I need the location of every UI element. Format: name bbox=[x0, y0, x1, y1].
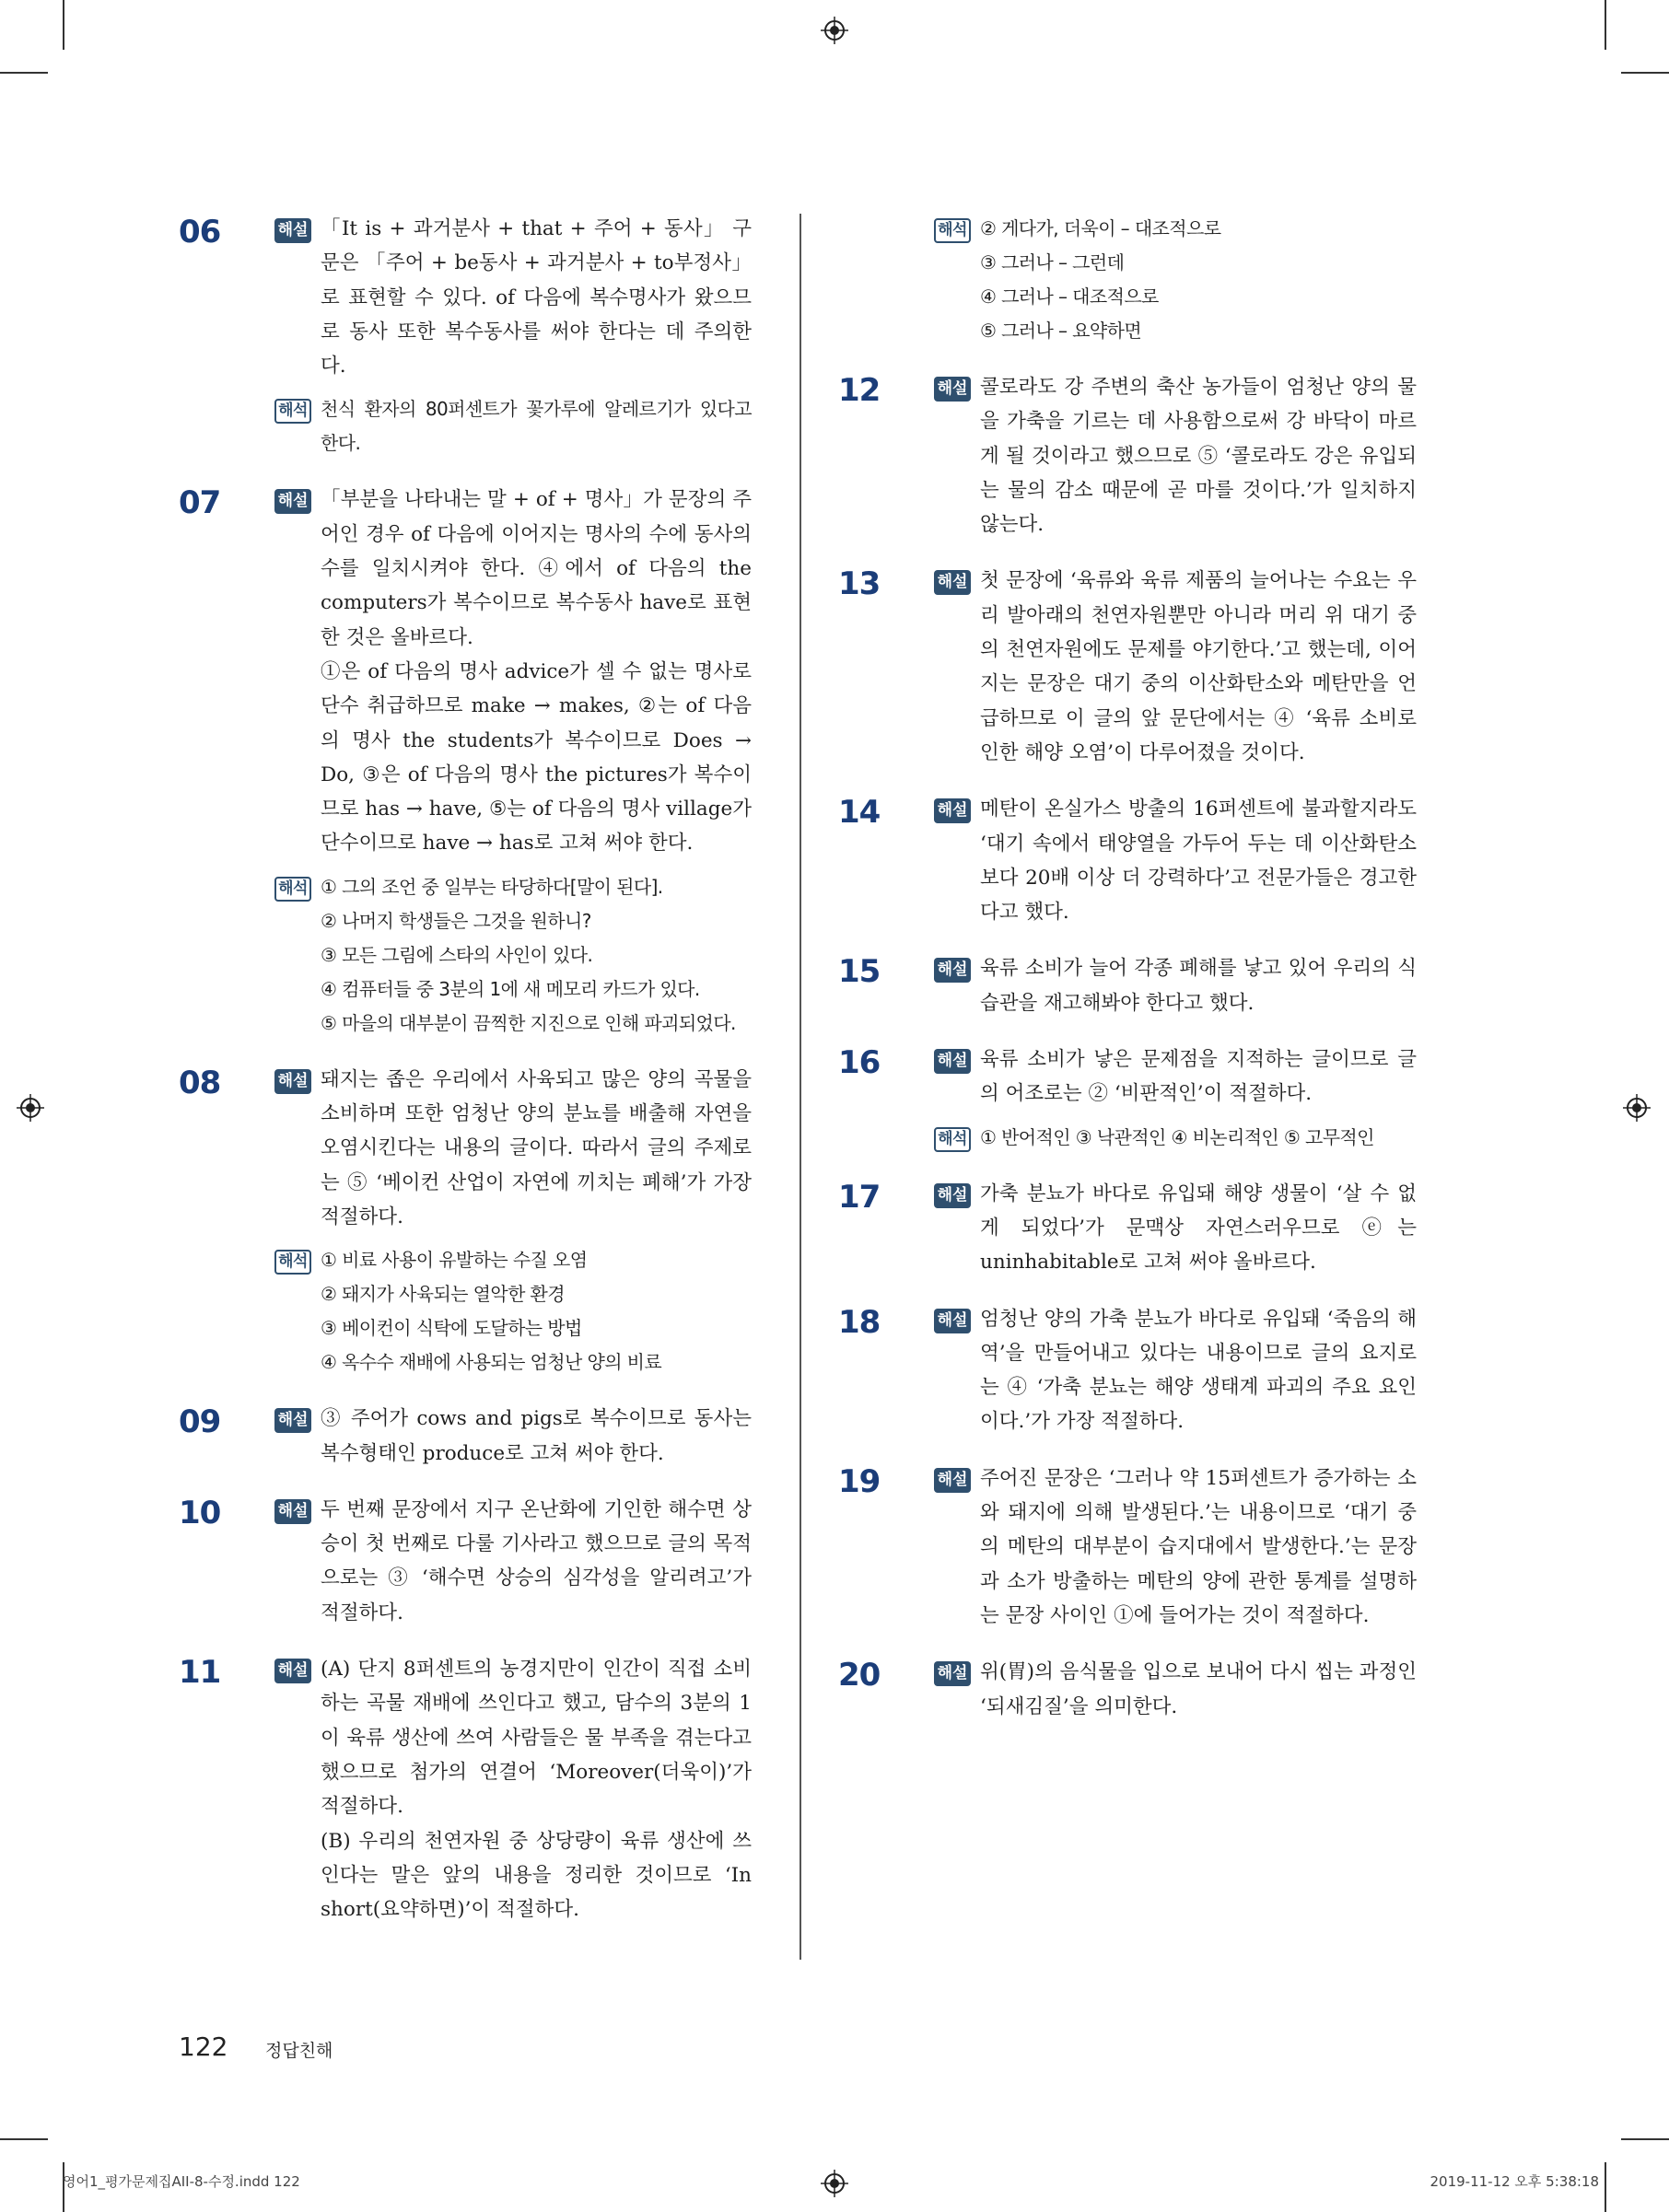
commentary-text: 「It is + 과거분사 + that + 주어 + 동사」 구문은 「주어 + be동사 + 과거분사 + to부정사」로 표현할 수 있다. of 다음에 복수명사가 왔으므로 동사 또한 복수동사를 써야 한다는 데 주의한다. bbox=[321, 217, 752, 378]
question-10 bbox=[179, 1493, 752, 1630]
commentary-tag: 해설 bbox=[274, 1069, 311, 1094]
question-18 bbox=[838, 1302, 1417, 1439]
explain-line: ② 게다가, 더욱이 – 대조적으로 bbox=[980, 217, 1221, 239]
commentary-block bbox=[274, 212, 752, 383]
question-number: 14 bbox=[838, 794, 881, 832]
column-divider bbox=[799, 214, 801, 1960]
question-11 bbox=[179, 1652, 752, 1927]
commentary-block bbox=[274, 1652, 752, 1823]
commentary-text: (B) 우리의 천연자원 중 상당량이 육류 생산에 쓰인다는 말은 앞의 내용을 정리한 것이므로 ‘In short(요약하면)’이 적절하다. bbox=[321, 1829, 752, 1922]
explain-line: ④ 그러나 – 대조적으로 bbox=[980, 285, 1159, 308]
commentary-block bbox=[934, 1461, 1417, 1633]
commentary-tag: 해설 bbox=[934, 958, 971, 983]
explain-tag: 해석 bbox=[274, 1250, 311, 1275]
page-label: 정답친해 bbox=[265, 2041, 333, 2061]
explain-tag: 해석 bbox=[934, 1127, 971, 1152]
explain-line: ① 비료 사용이 유발하는 수질 오염 bbox=[321, 1249, 588, 1272]
commentary-text: 「부분을 나타내는 말 + of + 명사」가 문장의 주어인 경우 of 다음에 이어지는 명사의 수에 동사의 수를 일치시켜야 한다. ④에서 of 다음의 the computers가 복수이므로 복수동사 have로 표현한 것은 올바르다. bbox=[321, 488, 752, 649]
commentary-tag: 해설 bbox=[934, 1309, 971, 1333]
crop-mark-top-left-v bbox=[63, 0, 64, 50]
commentary-tag: 해설 bbox=[274, 218, 311, 243]
explain-text: 천식 환자의 80퍼센트가 꽃가루에 알레르기가 있다고 한다. bbox=[321, 398, 752, 455]
registration-mark-bottom-icon bbox=[821, 2170, 848, 2197]
print-slug-file: 영어1_평가문제집AII-8-수정.indd 122 bbox=[63, 2173, 300, 2190]
commentary-tag: 해설 bbox=[274, 1499, 311, 1524]
question-number: 18 bbox=[838, 1303, 881, 1341]
question-number: 15 bbox=[838, 953, 881, 991]
explain-block bbox=[934, 212, 1417, 348]
commentary-block bbox=[934, 370, 1417, 541]
commentary-text: 가축 분뇨가 바다로 유입돼 해양 생물이 ‘살 수 없게 되었다’가 문맥상 자연스러우므로 ⓔ는 uninhabitable로 고쳐 써야 올바르다. bbox=[980, 1182, 1417, 1275]
question-07 bbox=[179, 483, 752, 1040]
commentary-text: 주어진 문장은 ‘그러나 약 15퍼센트가 증가하는 소와 돼지에 의해 발생된다.’는 내용이므로 ‘대기 중의 메탄의 대부분이 습지대에서 발생한다.’는 문장과 소가 방출하는 메탄의 양에 관한 통계를 설명하는 문장 사이인 ①에 들어가는 것이 적절하다. bbox=[980, 1466, 1417, 1627]
commentary-tag: 해설 bbox=[934, 570, 971, 595]
commentary-tag: 해설 bbox=[934, 377, 971, 402]
commentary-block-2 bbox=[274, 1824, 752, 1927]
explain-tag: 해석 bbox=[934, 218, 971, 243]
crop-mark-bottom-right-v bbox=[1605, 2162, 1606, 2212]
registration-mark-right-icon bbox=[1623, 1094, 1651, 1122]
commentary-text: 육류 소비가 늘어 각종 폐해를 낳고 있어 우리의 식습관을 재고해봐야 한다고 했다. bbox=[980, 957, 1417, 1015]
commentary-block bbox=[934, 951, 1417, 1020]
commentary-text: 첫 문장에 ‘육류와 육류 제품의 늘어나는 수요는 우리 발아래의 천연자원뿐만 아니라 머리 위 대기 중의 천연자원에도 문제를 야기한다.’고 했는데, 이어지는 문장은 대기 중의 이산화탄소와 메탄만을 언급하므로 이 글의 앞 문단에서는 ④ ‘육류 소비로 인한 해양 오염’이 다루어졌을 것이다. bbox=[980, 569, 1417, 764]
commentary-tag: 해설 bbox=[274, 1659, 311, 1683]
explain-tag: 해석 bbox=[274, 877, 311, 902]
question-number: 16 bbox=[838, 1044, 881, 1082]
commentary-text: 두 번째 문장에서 지구 온난화에 기인한 해수면 상승이 첫 번째로 다룰 기사라고 했으므로 글의 목적으로는 ③ ‘해수면 상승의 심각성을 알리려고’가 적절하다. bbox=[321, 1497, 752, 1624]
commentary-tag: 해설 bbox=[934, 1183, 971, 1208]
commentary-block bbox=[274, 483, 752, 654]
question-number: 13 bbox=[838, 565, 881, 603]
crop-mark-top-left-h bbox=[0, 72, 48, 74]
explain-block bbox=[274, 1243, 752, 1380]
commentary-text: ①은 of 다음의 명사 advice가 셀 수 없는 명사로 단수 취급하므로 make → makes, ②는 of 다음의 명사 the students가 복수이므로 Does → Do, ③은 of 다음의 명사 the pictures가 복수이므로 has → have, ⑤는 of 다음의 명사 village가 단수이므로 have → has로 고쳐 써야 한다. bbox=[321, 659, 752, 856]
commentary-text: 메탄이 온실가스 방출의 16퍼센트에 불과할지라도 ‘대기 속에서 태양열을 가두어 두는 데 이산화탄소보다 20배 이상 더 강력하다’고 전문가들은 경고한다고 했다. bbox=[980, 797, 1417, 925]
question-14 bbox=[838, 792, 1417, 929]
question-number: 06 bbox=[179, 214, 221, 250]
explain-line: ④ 옥수수 재배에 사용되는 엄청난 양의 비료 bbox=[321, 1351, 662, 1374]
explain-line: ① 그의 조언 중 일부는 타당하다[말이 된다]. bbox=[321, 875, 663, 898]
left-column bbox=[179, 212, 752, 1927]
explain-line: ⑤ 마을의 대부분이 끔찍한 지진으로 인해 파괴되었다. bbox=[321, 1011, 736, 1034]
commentary-tag: 해설 bbox=[934, 1468, 971, 1493]
commentary-text: 돼지는 좁은 우리에서 사육되고 많은 양의 곡물을 소비하며 또한 엄청난 양의 분뇨를 배출해 자연을 오염시킨다는 내용의 글이다. 따라서 글의 주제로는 ⑤ ‘베이컨 산업이 자연에 끼치는 폐해’가 가장 적절하다. bbox=[321, 1067, 752, 1228]
question-number: 09 bbox=[179, 1403, 221, 1441]
commentary-text: 엄청난 양의 가축 분뇨가 바다로 유입돼 ‘죽음의 해역’을 만들어내고 있다는 내용이므로 글의 요지로는 ④ ‘가축 분뇨는 해양 생태계 파괴의 주요 요인이다.’가 가장 적절하다. bbox=[980, 1307, 1417, 1434]
commentary-block bbox=[934, 792, 1417, 929]
registration-mark-left-icon bbox=[17, 1094, 44, 1122]
commentary-text: ③ 주어가 cows and pigs로 복수이므로 동사는 복수형태인 produce로 고쳐 써야 한다. bbox=[321, 1407, 752, 1465]
commentary-tag: 해설 bbox=[274, 1408, 311, 1433]
question-number: 12 bbox=[838, 372, 881, 409]
commentary-text: 위(胃)의 음식물을 입으로 보내어 다시 씹는 과정인 ‘되새김질’을 의미한다. bbox=[980, 1660, 1417, 1718]
crop-mark-top-right-h bbox=[1621, 72, 1669, 74]
commentary-text: 콜로라도 강 주변의 축산 농가들이 엄청난 양의 물을 가축을 기르는 데 사용함으로써 강 바닥이 마르게 될 것이라고 했으므로 ⑤ ‘콜로라도 강은 유입되는 물의 감소 때문에 곧 마를 것이다.’가 일치하지 않는다. bbox=[980, 376, 1417, 537]
crop-mark-top-right-v bbox=[1605, 0, 1606, 50]
question-17 bbox=[838, 1177, 1417, 1280]
question-number: 11 bbox=[179, 1654, 221, 1692]
question-13 bbox=[838, 564, 1417, 770]
explain-block bbox=[274, 392, 752, 460]
crop-mark-bottom-left-h bbox=[0, 2138, 48, 2140]
question-number: 17 bbox=[838, 1178, 881, 1216]
commentary-block bbox=[934, 1655, 1417, 1724]
commentary-text: 육류 소비가 낳은 문제점을 지적하는 글이므로 글의 어조로는 ② ‘비판적인’이 적절하다. bbox=[980, 1048, 1417, 1106]
commentary-text: (A) 단지 8퍼센트의 농경지만이 인간이 직접 소비하는 곡물 재배에 쓰인다고 했고, 담수의 3분의 1이 육류 생산에 쓰여 사람들은 물 부족을 겪는다고 했으므로 첨가의 연결어 ‘Moreover(더욱이)’가 적절하다. bbox=[321, 1658, 752, 1819]
commentary-block bbox=[274, 1402, 752, 1471]
right-column bbox=[838, 212, 1417, 1724]
question-number: 10 bbox=[179, 1494, 221, 1531]
registration-mark-top-icon bbox=[821, 17, 848, 44]
commentary-block bbox=[934, 1302, 1417, 1439]
question-number: 20 bbox=[838, 1657, 881, 1694]
page-number: 122 bbox=[179, 2032, 228, 2062]
commentary-block bbox=[934, 1042, 1417, 1112]
question-15 bbox=[838, 951, 1417, 1020]
print-slug-date: 2019-11-12 오후 5:38:18 bbox=[1430, 2173, 1599, 2190]
question-number: 07 bbox=[179, 484, 221, 522]
explain-block bbox=[934, 1121, 1417, 1155]
commentary-block bbox=[934, 1177, 1417, 1280]
commentary-tag: 해설 bbox=[934, 1049, 971, 1074]
crop-mark-bottom-right-h bbox=[1621, 2138, 1669, 2140]
explain-line: ② 돼지가 사육되는 열악한 환경 bbox=[321, 1283, 565, 1306]
explain-line: ④ 컴퓨터들 중 3분의 1에 새 메모리 카드가 있다. bbox=[321, 977, 700, 1000]
commentary-block bbox=[274, 1493, 752, 1630]
question-06 bbox=[179, 212, 752, 460]
commentary-block bbox=[274, 1063, 752, 1234]
explain-line: ② 나머지 학생들은 그것을 원하니? bbox=[321, 909, 591, 932]
question-number: 19 bbox=[838, 1462, 881, 1500]
explain-line: ③ 베이컨이 식탁에 도달하는 방법 bbox=[321, 1317, 582, 1340]
explain-block bbox=[274, 870, 752, 1041]
question-16 bbox=[838, 1042, 1417, 1155]
question-19 bbox=[838, 1461, 1417, 1633]
question-08 bbox=[179, 1063, 752, 1380]
explain-line: ⑤ 그러나 – 요약하면 bbox=[980, 320, 1142, 342]
question-09 bbox=[179, 1402, 752, 1471]
question-12 bbox=[838, 370, 1417, 541]
commentary-tag: 해설 bbox=[274, 489, 311, 514]
question-20 bbox=[838, 1655, 1417, 1724]
commentary-tag: 해설 bbox=[934, 798, 971, 823]
explain-line: ③ 그러나 – 그런데 bbox=[980, 251, 1125, 274]
commentary-block bbox=[934, 564, 1417, 770]
explain-text: ① 반어적인 ③ 낙관적인 ④ 비논리적인 ⑤ 고무적인 bbox=[980, 1125, 1374, 1148]
explain-line: ③ 모든 그림에 스타의 사인이 있다. bbox=[321, 943, 593, 966]
question-number: 08 bbox=[179, 1064, 221, 1101]
question-11-explain bbox=[838, 212, 1417, 348]
commentary-tag: 해설 bbox=[934, 1661, 971, 1686]
commentary-block-2 bbox=[274, 655, 752, 861]
explain-tag: 해석 bbox=[274, 399, 311, 424]
